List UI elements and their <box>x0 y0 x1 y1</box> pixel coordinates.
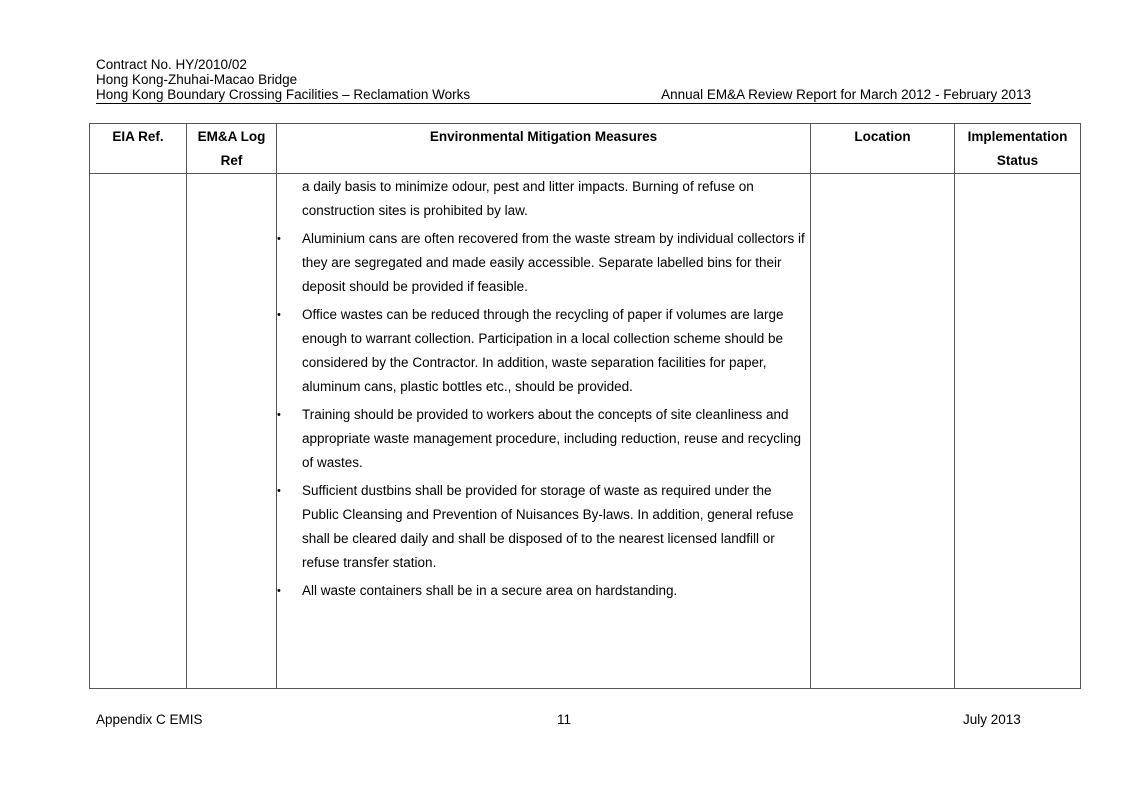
bullet-icon: • <box>277 585 281 597</box>
col-header-status: Implementation Status <box>955 124 1081 174</box>
contract-number: Contract No. HY/2010/02 <box>96 57 247 72</box>
page-header <box>96 57 1031 104</box>
col-header-measures: Environmental Mitigation Measures <box>277 124 811 174</box>
cell-emna-log-ref <box>187 174 277 689</box>
table-header-row <box>90 124 1081 174</box>
bullet-icon: • <box>277 233 281 245</box>
list-item: • Training should be provided to workers about the concepts of site cleanliness and appropriate waste management procedure, including reduction, reuse and recycling of wastes. <box>277 403 810 475</box>
cell-status <box>955 174 1081 689</box>
project-name: Hong Kong-Zhuhai-Macao Bridge <box>96 72 298 87</box>
cell-eia-ref <box>90 174 187 689</box>
col-header-eia-ref: EIA Ref. <box>90 124 187 174</box>
bullet-icon: • <box>277 309 281 321</box>
list-item: • Office wastes can be reduced through the recycling of paper if volumes are large enough to warrant collection. Participation in a local collection scheme should be considered by the Contractor. In addition, waste separation facilities for paper, aluminum cans, plastic bottles etc., should be provided. <box>277 303 810 399</box>
table-row <box>90 174 1081 689</box>
bullet-icon: • <box>277 409 281 421</box>
col-header-location: Location <box>811 124 955 174</box>
page-number: 11 <box>557 712 572 727</box>
col-header-emna-log-ref: EM&A Log Ref <box>187 124 277 174</box>
measures-list <box>277 227 810 603</box>
list-item: • Aluminium cans are often recovered from the waste stream by individual collectors if they are segregated and made easily accessible. Separate labelled bins for their deposit should be provided if feasible. <box>277 227 810 299</box>
list-item: • Sufficient dustbins shall be provided for storage of waste as required under the Public Cleansing and Prevention of Nuisances By-laws. In addition, general refuse shall be cleared daily and shall be disposed of to the nearest licensed landfill or refuse transfer station. <box>277 479 810 575</box>
footer-appendix: Appendix C EMIS <box>96 712 203 727</box>
report-title: Annual EM&A Review Report for March 2012 - February 2013 <box>661 87 1031 102</box>
list-item: • All waste containers shall be in a secure area on hardstanding. <box>277 579 810 603</box>
cell-location <box>811 174 955 689</box>
cell-measures <box>277 174 811 689</box>
works-title: Hong Kong Boundary Crossing Facilities – Reclamation Works <box>96 87 471 102</box>
continued-text: a daily basis to minimize odour, pest and litter impacts. Burning of refuse on construction sites is prohibited by law. <box>302 179 754 218</box>
bullet-icon: • <box>277 485 281 497</box>
emis-table <box>89 123 1081 689</box>
footer-date: July 2013 <box>963 712 1021 727</box>
